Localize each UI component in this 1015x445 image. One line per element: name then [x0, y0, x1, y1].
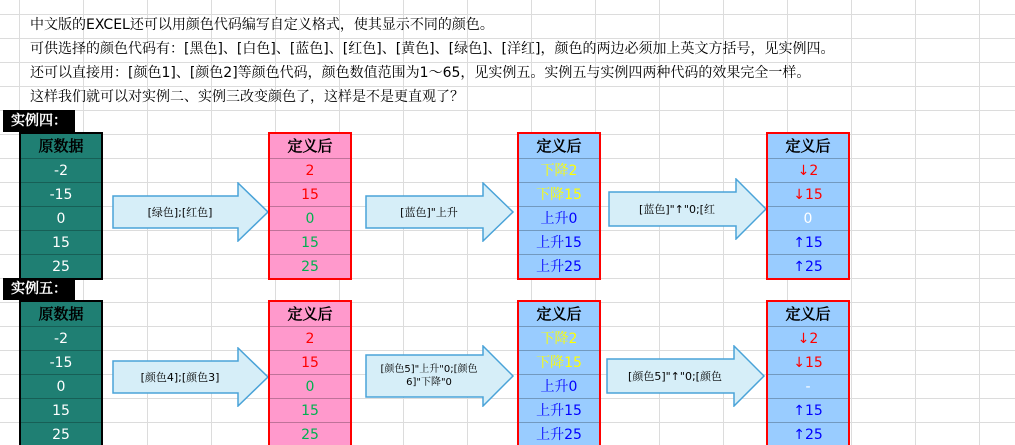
- table-cell[interactable]: ↑25: [768, 422, 848, 445]
- example4-arrow-1[interactable]: [112, 182, 270, 242]
- table-cell[interactable]: -15: [21, 182, 101, 206]
- table-cell[interactable]: 15: [270, 182, 350, 206]
- table-cell[interactable]: -15: [21, 350, 101, 374]
- table-cell[interactable]: ↑15: [768, 230, 848, 254]
- table-cell[interactable]: 0: [21, 206, 101, 230]
- example5-result2-table: [517, 300, 601, 445]
- table-cell[interactable]: 下降15: [519, 350, 599, 374]
- example5-title: 实例五：: [3, 278, 75, 300]
- table-cell[interactable]: 0: [21, 374, 101, 398]
- table-cell[interactable]: 0: [270, 374, 350, 398]
- intro-line-1: 中文版的EXCEL还可以用颜色代码编写自定义格式，使其显示不同的颜色。: [30, 17, 494, 33]
- table-header: 定义后: [270, 134, 350, 158]
- table-cell[interactable]: 0: [768, 206, 848, 230]
- table-cell[interactable]: ↓15: [768, 182, 848, 206]
- arrow-label: [绿色];[红色]: [147, 205, 213, 219]
- example5-result1-table: [268, 300, 352, 445]
- table-cell[interactable]: 2: [270, 158, 350, 182]
- example5-arrow-2[interactable]: [365, 345, 515, 407]
- example5-result3-table: [766, 300, 850, 445]
- table-cell[interactable]: 下降15: [519, 182, 599, 206]
- table-cell[interactable]: 上升0: [519, 374, 599, 398]
- table-cell[interactable]: 25: [270, 254, 350, 278]
- table-cell[interactable]: 上升15: [519, 230, 599, 254]
- intro-line-3: 还可以直接用：[颜色1]、[颜色2]等颜色代码，颜色数值范围为1～65，见实例五。实例五与实例四两种代码的效果完全一样。: [30, 65, 811, 81]
- example4-arrow-2[interactable]: [365, 182, 515, 242]
- table-cell[interactable]: 15: [270, 230, 350, 254]
- example5-arrow-1[interactable]: [112, 347, 270, 407]
- table-header: 定义后: [519, 302, 599, 326]
- table-cell[interactable]: 25: [270, 422, 350, 445]
- table-cell[interactable]: ↑25: [768, 254, 848, 278]
- table-cell[interactable]: 15: [21, 398, 101, 422]
- table-cell[interactable]: -2: [21, 326, 101, 350]
- table-cell[interactable]: -: [768, 374, 848, 398]
- arrow-label: [颜色5]"↑"0;[颜色: [628, 369, 722, 383]
- table-cell[interactable]: 下降2: [519, 158, 599, 182]
- example4-source-table: [19, 132, 103, 280]
- example4-result1-table: [268, 132, 352, 280]
- table-header: 原数据: [21, 302, 101, 326]
- table-header: 定义后: [270, 302, 350, 326]
- arrow-label: [颜色4];[颜色3]: [140, 370, 220, 384]
- arrow-label: [蓝色]"↑"0;[红: [639, 202, 715, 216]
- example4-result2-table: [517, 132, 601, 280]
- table-cell[interactable]: ↓2: [768, 326, 848, 350]
- example5-source-table: [19, 300, 103, 445]
- table-header: 定义后: [768, 134, 848, 158]
- example4-result3-table: [766, 132, 850, 280]
- table-cell[interactable]: 上升25: [519, 254, 599, 278]
- table-cell[interactable]: 15: [270, 350, 350, 374]
- table-cell[interactable]: 上升15: [519, 398, 599, 422]
- table-cell[interactable]: ↓15: [768, 350, 848, 374]
- table-header: 定义后: [768, 302, 848, 326]
- table-header: 原数据: [21, 134, 101, 158]
- table-cell[interactable]: -2: [21, 158, 101, 182]
- intro-line-4: 这样我们就可以对实例二、实例三改变颜色了，这样是不是更直观了？: [30, 89, 464, 105]
- table-cell[interactable]: 上升0: [519, 206, 599, 230]
- table-cell[interactable]: 2: [270, 326, 350, 350]
- table-cell[interactable]: 上升25: [519, 422, 599, 445]
- table-cell[interactable]: ↓2: [768, 158, 848, 182]
- example4-arrow-3[interactable]: [608, 178, 768, 240]
- table-cell[interactable]: 15: [21, 230, 101, 254]
- table-cell[interactable]: 下降2: [519, 326, 599, 350]
- table-cell[interactable]: 0: [270, 206, 350, 230]
- table-header: 定义后: [519, 134, 599, 158]
- intro-line-2: 可供选择的颜色代码有：[黑色]、[白色]、[蓝色]、[红色]、[黄色]、[绿色]、[洋红]，颜色的两边必须加上英文方括号，见实例四。: [30, 41, 835, 57]
- arrow-label: [蓝色]"上升: [400, 205, 458, 219]
- table-cell[interactable]: 15: [270, 398, 350, 422]
- arrow-label: [颜色5]"上升"0;[颜色6]"下降"0: [380, 364, 478, 388]
- table-cell[interactable]: 25: [21, 422, 101, 445]
- example5-arrow-3[interactable]: [606, 345, 766, 407]
- table-cell[interactable]: ↑15: [768, 398, 848, 422]
- table-cell[interactable]: 25: [21, 254, 101, 278]
- example4-title: 实例四：: [3, 110, 75, 132]
